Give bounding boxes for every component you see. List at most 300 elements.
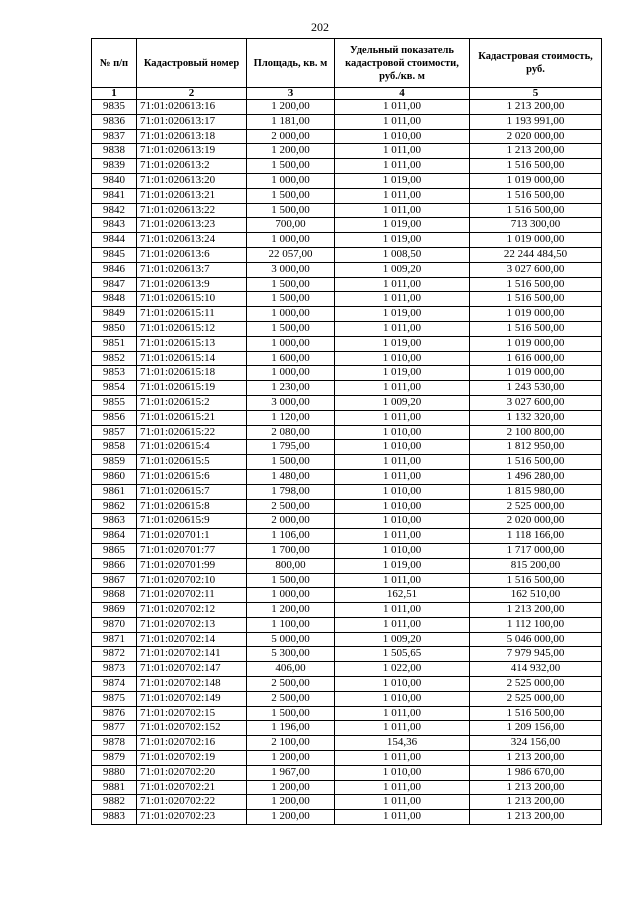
table-row	[92, 573, 602, 588]
area-cell: 1 798,00	[247, 484, 335, 499]
row-index-cell: 9877	[92, 721, 137, 736]
cadastral-number-cell: 71:01:020613:7	[137, 262, 247, 277]
table-row	[92, 603, 602, 618]
table-row	[92, 780, 602, 795]
table-row	[92, 499, 602, 514]
row-index-cell: 9852	[92, 351, 137, 366]
table-row	[92, 617, 602, 632]
unit-rate-cell: 1 008,50	[335, 247, 470, 262]
area-cell: 1 700,00	[247, 543, 335, 558]
cadastral-number-cell: 71:01:020702:152	[137, 721, 247, 736]
table-row	[92, 484, 602, 499]
row-index-cell: 9854	[92, 381, 137, 396]
cadastral-value-cell: 1 132 320,00	[470, 410, 602, 425]
unit-rate-cell: 1 011,00	[335, 292, 470, 307]
area-cell: 1 000,00	[247, 173, 335, 188]
cadastral-value-cell: 1 213 200,00	[470, 795, 602, 810]
row-index-cell: 9878	[92, 736, 137, 751]
table-row	[92, 558, 602, 573]
unit-rate-cell: 1 019,00	[335, 218, 470, 233]
area-cell: 1 120,00	[247, 410, 335, 425]
cadastral-value-cell: 1 213 200,00	[470, 603, 602, 618]
cadastral-value-cell: 1 209 156,00	[470, 721, 602, 736]
row-index-cell: 9874	[92, 677, 137, 692]
cadastral-number-cell: 71:01:020702:21	[137, 780, 247, 795]
table-body	[92, 100, 602, 825]
cadastral-value-cell: 414 932,00	[470, 662, 602, 677]
cadastral-value-cell: 1 516 500,00	[470, 706, 602, 721]
row-index-cell: 9857	[92, 425, 137, 440]
table-row	[92, 425, 602, 440]
cadastral-value-cell: 2 020 000,00	[470, 129, 602, 144]
cadastral-value-cell: 3 027 600,00	[470, 395, 602, 410]
unit-rate-cell: 1 011,00	[335, 410, 470, 425]
cadastral-number-cell: 71:01:020615:22	[137, 425, 247, 440]
row-index-cell: 9860	[92, 469, 137, 484]
cadastral-number-cell: 71:01:020613:9	[137, 277, 247, 292]
unit-rate-cell: 1 010,00	[335, 484, 470, 499]
row-index-cell: 9870	[92, 617, 137, 632]
unit-rate-cell: 1 011,00	[335, 100, 470, 115]
table-row	[92, 321, 602, 336]
column-number-row	[92, 88, 602, 100]
cadastral-number-cell: 71:01:020615:2	[137, 395, 247, 410]
cadastral-number-cell: 71:01:020613:20	[137, 173, 247, 188]
unit-rate-cell: 1 019,00	[335, 366, 470, 381]
table-row	[92, 336, 602, 351]
table-row	[92, 647, 602, 662]
area-cell: 1 200,00	[247, 751, 335, 766]
row-index-cell: 9863	[92, 514, 137, 529]
unit-rate-cell: 1 010,00	[335, 499, 470, 514]
table-row	[92, 810, 602, 825]
table-row	[92, 632, 602, 647]
table-row	[92, 795, 602, 810]
column-number: 4	[335, 88, 470, 100]
cadastral-number-cell: 71:01:020613:18	[137, 129, 247, 144]
header-area: Площадь, кв. м	[247, 39, 335, 88]
area-cell: 1 967,00	[247, 765, 335, 780]
cadastral-number-cell: 71:01:020615:9	[137, 514, 247, 529]
cadastral-table	[91, 38, 602, 825]
area-cell: 1 000,00	[247, 366, 335, 381]
cadastral-number-cell: 71:01:020702:20	[137, 765, 247, 780]
table-row	[92, 381, 602, 396]
cadastral-value-cell: 1 516 500,00	[470, 159, 602, 174]
cadastral-number-cell: 71:01:020702:15	[137, 706, 247, 721]
cadastral-number-cell: 71:01:020613:16	[137, 100, 247, 115]
area-cell: 1 181,00	[247, 114, 335, 129]
unit-rate-cell: 1 011,00	[335, 751, 470, 766]
row-index-cell: 9867	[92, 573, 137, 588]
cadastral-number-cell: 71:01:020613:19	[137, 144, 247, 159]
cadastral-value-cell: 815 200,00	[470, 558, 602, 573]
table-row	[92, 410, 602, 425]
table-row	[92, 262, 602, 277]
cadastral-number-cell: 71:01:020615:12	[137, 321, 247, 336]
cadastral-number-cell: 71:01:020702:149	[137, 691, 247, 706]
row-index-cell: 9837	[92, 129, 137, 144]
cadastral-value-cell: 22 244 484,50	[470, 247, 602, 262]
unit-rate-cell: 1 011,00	[335, 203, 470, 218]
table-row	[92, 129, 602, 144]
unit-rate-cell: 1 011,00	[335, 321, 470, 336]
row-index-cell: 9844	[92, 233, 137, 248]
row-index-cell: 9861	[92, 484, 137, 499]
row-index-cell: 9869	[92, 603, 137, 618]
table-row	[92, 233, 602, 248]
table-row	[92, 440, 602, 455]
unit-rate-cell: 1 010,00	[335, 677, 470, 692]
table-row	[92, 588, 602, 603]
area-cell: 1 200,00	[247, 144, 335, 159]
unit-rate-cell: 1 009,20	[335, 262, 470, 277]
row-index-cell: 9868	[92, 588, 137, 603]
cadastral-number-cell: 71:01:020702:13	[137, 617, 247, 632]
header-cadastral-number: Кадастровый номер	[137, 39, 247, 88]
area-cell: 1 500,00	[247, 706, 335, 721]
cadastral-value-cell: 1 243 530,00	[470, 381, 602, 396]
row-index-cell: 9850	[92, 321, 137, 336]
cadastral-value-cell: 1 815 980,00	[470, 484, 602, 499]
row-index-cell: 9846	[92, 262, 137, 277]
area-cell: 1 000,00	[247, 336, 335, 351]
row-index-cell: 9858	[92, 440, 137, 455]
row-index-cell: 9862	[92, 499, 137, 514]
row-index-cell: 9880	[92, 765, 137, 780]
cadastral-value-cell: 324 156,00	[470, 736, 602, 751]
cadastral-value-cell: 1 112 100,00	[470, 617, 602, 632]
area-cell: 1 000,00	[247, 307, 335, 322]
cadastral-value-cell: 1 193 991,00	[470, 114, 602, 129]
row-index-cell: 9836	[92, 114, 137, 129]
row-index-cell: 9882	[92, 795, 137, 810]
cadastral-value-cell: 1 516 500,00	[470, 455, 602, 470]
unit-rate-cell: 1 010,00	[335, 351, 470, 366]
unit-rate-cell: 1 011,00	[335, 721, 470, 736]
cadastral-value-cell: 1 516 500,00	[470, 292, 602, 307]
area-cell: 1 500,00	[247, 188, 335, 203]
table-row	[92, 366, 602, 381]
cadastral-value-cell: 1 986 670,00	[470, 765, 602, 780]
area-cell: 1 200,00	[247, 810, 335, 825]
area-cell: 1 500,00	[247, 321, 335, 336]
table-row	[92, 706, 602, 721]
row-index-cell: 9840	[92, 173, 137, 188]
table-row	[92, 677, 602, 692]
cadastral-value-cell: 1 118 166,00	[470, 529, 602, 544]
table-row	[92, 751, 602, 766]
cadastral-number-cell: 71:01:020702:12	[137, 603, 247, 618]
unit-rate-cell: 1 011,00	[335, 810, 470, 825]
unit-rate-cell: 1 022,00	[335, 662, 470, 677]
unit-rate-cell: 1 011,00	[335, 617, 470, 632]
unit-rate-cell: 1 011,00	[335, 780, 470, 795]
cadastral-value-cell: 1 516 500,00	[470, 573, 602, 588]
area-cell: 1 500,00	[247, 277, 335, 292]
area-cell: 3 000,00	[247, 395, 335, 410]
cadastral-number-cell: 71:01:020702:11	[137, 588, 247, 603]
column-number: 5	[470, 88, 602, 100]
area-cell: 1 500,00	[247, 159, 335, 174]
table-row	[92, 691, 602, 706]
unit-rate-cell: 1 019,00	[335, 336, 470, 351]
row-index-cell: 9883	[92, 810, 137, 825]
row-index-cell: 9871	[92, 632, 137, 647]
row-index-cell: 9838	[92, 144, 137, 159]
cadastral-number-cell: 71:01:020615:19	[137, 381, 247, 396]
table-row	[92, 173, 602, 188]
area-cell: 1 106,00	[247, 529, 335, 544]
header-row	[92, 39, 602, 88]
cadastral-number-cell: 71:01:020613:21	[137, 188, 247, 203]
area-cell: 1 196,00	[247, 721, 335, 736]
cadastral-value-cell: 1 812 950,00	[470, 440, 602, 455]
area-cell: 3 000,00	[247, 262, 335, 277]
area-cell: 406,00	[247, 662, 335, 677]
area-cell: 1 200,00	[247, 780, 335, 795]
unit-rate-cell: 1 011,00	[335, 381, 470, 396]
unit-rate-cell: 1 011,00	[335, 573, 470, 588]
cadastral-number-cell: 71:01:020613:22	[137, 203, 247, 218]
area-cell: 800,00	[247, 558, 335, 573]
unit-rate-cell: 1 010,00	[335, 440, 470, 455]
cadastral-number-cell: 71:01:020613:23	[137, 218, 247, 233]
row-index-cell: 9835	[92, 100, 137, 115]
cadastral-value-cell: 1 019 000,00	[470, 366, 602, 381]
cadastral-number-cell: 71:01:020701:77	[137, 543, 247, 558]
table-row	[92, 514, 602, 529]
cadastral-number-cell: 71:01:020702:16	[137, 736, 247, 751]
row-index-cell: 9848	[92, 292, 137, 307]
area-cell: 5 300,00	[247, 647, 335, 662]
unit-rate-cell: 1 010,00	[335, 514, 470, 529]
area-cell: 1 200,00	[247, 100, 335, 115]
cadastral-value-cell: 7 979 945,00	[470, 647, 602, 662]
cadastral-value-cell: 5 046 000,00	[470, 632, 602, 647]
area-cell: 2 500,00	[247, 677, 335, 692]
unit-rate-cell: 1 019,00	[335, 233, 470, 248]
row-index-cell: 9853	[92, 366, 137, 381]
area-cell: 1 480,00	[247, 469, 335, 484]
row-index-cell: 9839	[92, 159, 137, 174]
area-cell: 2 080,00	[247, 425, 335, 440]
cadastral-value-cell: 3 027 600,00	[470, 262, 602, 277]
cadastral-number-cell: 71:01:020702:23	[137, 810, 247, 825]
cadastral-value-cell: 1 516 500,00	[470, 321, 602, 336]
area-cell: 1 230,00	[247, 381, 335, 396]
area-cell: 1 500,00	[247, 203, 335, 218]
unit-rate-cell: 1 011,00	[335, 455, 470, 470]
unit-rate-cell: 1 010,00	[335, 691, 470, 706]
row-index-cell: 9843	[92, 218, 137, 233]
area-cell: 22 057,00	[247, 247, 335, 262]
cadastral-number-cell: 71:01:020702:19	[137, 751, 247, 766]
row-index-cell: 9859	[92, 455, 137, 470]
cadastral-value-cell: 1 019 000,00	[470, 173, 602, 188]
unit-rate-cell: 1 011,00	[335, 795, 470, 810]
cadastral-value-cell: 1 516 500,00	[470, 188, 602, 203]
cadastral-value-cell: 1 213 200,00	[470, 751, 602, 766]
cadastral-number-cell: 71:01:020613:17	[137, 114, 247, 129]
table-row	[92, 247, 602, 262]
unit-rate-cell: 1 011,00	[335, 469, 470, 484]
cadastral-value-cell: 2 525 000,00	[470, 677, 602, 692]
column-number: 2	[137, 88, 247, 100]
row-index-cell: 9879	[92, 751, 137, 766]
area-cell: 1 500,00	[247, 573, 335, 588]
table-row	[92, 543, 602, 558]
row-index-cell: 9881	[92, 780, 137, 795]
cadastral-value-cell: 1 019 000,00	[470, 233, 602, 248]
header-cadastral-value: Кадастровая стоимость, руб.	[470, 39, 602, 88]
cadastral-value-cell: 1 516 500,00	[470, 203, 602, 218]
cadastral-value-cell: 2 100 800,00	[470, 425, 602, 440]
cadastral-number-cell: 71:01:020615:11	[137, 307, 247, 322]
unit-rate-cell: 1 019,00	[335, 307, 470, 322]
area-cell: 1 500,00	[247, 292, 335, 307]
area-cell: 1 500,00	[247, 455, 335, 470]
cadastral-value-cell: 1 516 500,00	[470, 277, 602, 292]
cadastral-number-cell: 71:01:020702:147	[137, 662, 247, 677]
cadastral-value-cell: 2 525 000,00	[470, 691, 602, 706]
row-index-cell: 9851	[92, 336, 137, 351]
unit-rate-cell: 1 011,00	[335, 144, 470, 159]
unit-rate-cell: 1 505,65	[335, 647, 470, 662]
row-index-cell: 9855	[92, 395, 137, 410]
cadastral-value-cell: 2 525 000,00	[470, 499, 602, 514]
row-index-cell: 9847	[92, 277, 137, 292]
unit-rate-cell: 1 011,00	[335, 159, 470, 174]
table-row	[92, 455, 602, 470]
area-cell: 1 100,00	[247, 617, 335, 632]
cadastral-number-cell: 71:01:020615:18	[137, 366, 247, 381]
cadastral-number-cell: 71:01:020702:14	[137, 632, 247, 647]
cadastral-number-cell: 71:01:020615:10	[137, 292, 247, 307]
cadastral-value-cell: 162 510,00	[470, 588, 602, 603]
cadastral-number-cell: 71:01:020615:4	[137, 440, 247, 455]
unit-rate-cell: 1 009,20	[335, 632, 470, 647]
cadastral-value-cell: 1 019 000,00	[470, 307, 602, 322]
cadastral-value-cell: 1 496 280,00	[470, 469, 602, 484]
cadastral-value-cell: 2 020 000,00	[470, 514, 602, 529]
row-index-cell: 9845	[92, 247, 137, 262]
cadastral-number-cell: 71:01:020702:141	[137, 647, 247, 662]
table-row	[92, 529, 602, 544]
table-row	[92, 292, 602, 307]
area-cell: 2 100,00	[247, 736, 335, 751]
unit-rate-cell: 1 011,00	[335, 706, 470, 721]
table-row	[92, 469, 602, 484]
table-row	[92, 100, 602, 115]
area-cell: 1 600,00	[247, 351, 335, 366]
cadastral-number-cell: 71:01:020613:6	[137, 247, 247, 262]
area-cell: 1 000,00	[247, 233, 335, 248]
unit-rate-cell: 1 019,00	[335, 558, 470, 573]
cadastral-number-cell: 71:01:020615:14	[137, 351, 247, 366]
cadastral-value-cell: 1 213 200,00	[470, 780, 602, 795]
cadastral-value-cell: 1 213 200,00	[470, 810, 602, 825]
table-row	[92, 351, 602, 366]
table-row	[92, 188, 602, 203]
row-index-cell: 9876	[92, 706, 137, 721]
area-cell: 1 200,00	[247, 795, 335, 810]
cadastral-value-cell: 1 717 000,00	[470, 543, 602, 558]
area-cell: 2 000,00	[247, 129, 335, 144]
unit-rate-cell: 1 011,00	[335, 114, 470, 129]
cadastral-number-cell: 71:01:020701:99	[137, 558, 247, 573]
cadastral-value-cell: 1 213 200,00	[470, 144, 602, 159]
page-number: 202	[311, 20, 329, 34]
table-row	[92, 765, 602, 780]
cadastral-number-cell: 71:01:020615:8	[137, 499, 247, 514]
cadastral-value-cell: 1 213 200,00	[470, 100, 602, 115]
cadastral-number-cell: 71:01:020615:5	[137, 455, 247, 470]
row-index-cell: 9872	[92, 647, 137, 662]
unit-rate-cell: 1 010,00	[335, 543, 470, 558]
area-cell: 5 000,00	[247, 632, 335, 647]
cadastral-number-cell: 71:01:020702:10	[137, 573, 247, 588]
unit-rate-cell: 1 019,00	[335, 173, 470, 188]
cadastral-number-cell: 71:01:020615:13	[137, 336, 247, 351]
row-index-cell: 9873	[92, 662, 137, 677]
unit-rate-cell: 162,51	[335, 588, 470, 603]
unit-rate-cell: 1 009,20	[335, 395, 470, 410]
table-row	[92, 662, 602, 677]
unit-rate-cell: 1 011,00	[335, 529, 470, 544]
cadastral-number-cell: 71:01:020613:24	[137, 233, 247, 248]
area-cell: 1 200,00	[247, 603, 335, 618]
unit-rate-cell: 1 011,00	[335, 188, 470, 203]
area-cell: 1 000,00	[247, 588, 335, 603]
unit-rate-cell: 1 010,00	[335, 425, 470, 440]
cadastral-number-cell: 71:01:020613:2	[137, 159, 247, 174]
area-cell: 1 795,00	[247, 440, 335, 455]
cadastral-number-cell: 71:01:020615:21	[137, 410, 247, 425]
area-cell: 2 500,00	[247, 691, 335, 706]
table-row	[92, 307, 602, 322]
row-index-cell: 9856	[92, 410, 137, 425]
table-row	[92, 159, 602, 174]
area-cell: 2 000,00	[247, 514, 335, 529]
table-row	[92, 721, 602, 736]
row-index-cell: 9866	[92, 558, 137, 573]
table-row	[92, 277, 602, 292]
row-index-cell: 9842	[92, 203, 137, 218]
cadastral-number-cell: 71:01:020615:7	[137, 484, 247, 499]
table-row	[92, 144, 602, 159]
cadastral-number-cell: 71:01:020702:22	[137, 795, 247, 810]
row-index-cell: 9849	[92, 307, 137, 322]
unit-rate-cell: 154,36	[335, 736, 470, 751]
unit-rate-cell: 1 010,00	[335, 129, 470, 144]
column-number: 1	[92, 88, 137, 100]
unit-rate-cell: 1 011,00	[335, 603, 470, 618]
row-index-cell: 9865	[92, 543, 137, 558]
header-unit-rate: Удельный показатель кадастровой стоимости, руб./кв. м	[335, 39, 470, 88]
cadastral-value-cell: 1 019 000,00	[470, 336, 602, 351]
row-index-cell: 9864	[92, 529, 137, 544]
cadastral-number-cell: 71:01:020702:148	[137, 677, 247, 692]
header-index: № п/п	[92, 39, 137, 88]
table-row	[92, 218, 602, 233]
table-row	[92, 114, 602, 129]
unit-rate-cell: 1 010,00	[335, 765, 470, 780]
cadastral-number-cell: 71:01:020615:6	[137, 469, 247, 484]
area-cell: 2 500,00	[247, 499, 335, 514]
area-cell: 700,00	[247, 218, 335, 233]
row-index-cell: 9841	[92, 188, 137, 203]
